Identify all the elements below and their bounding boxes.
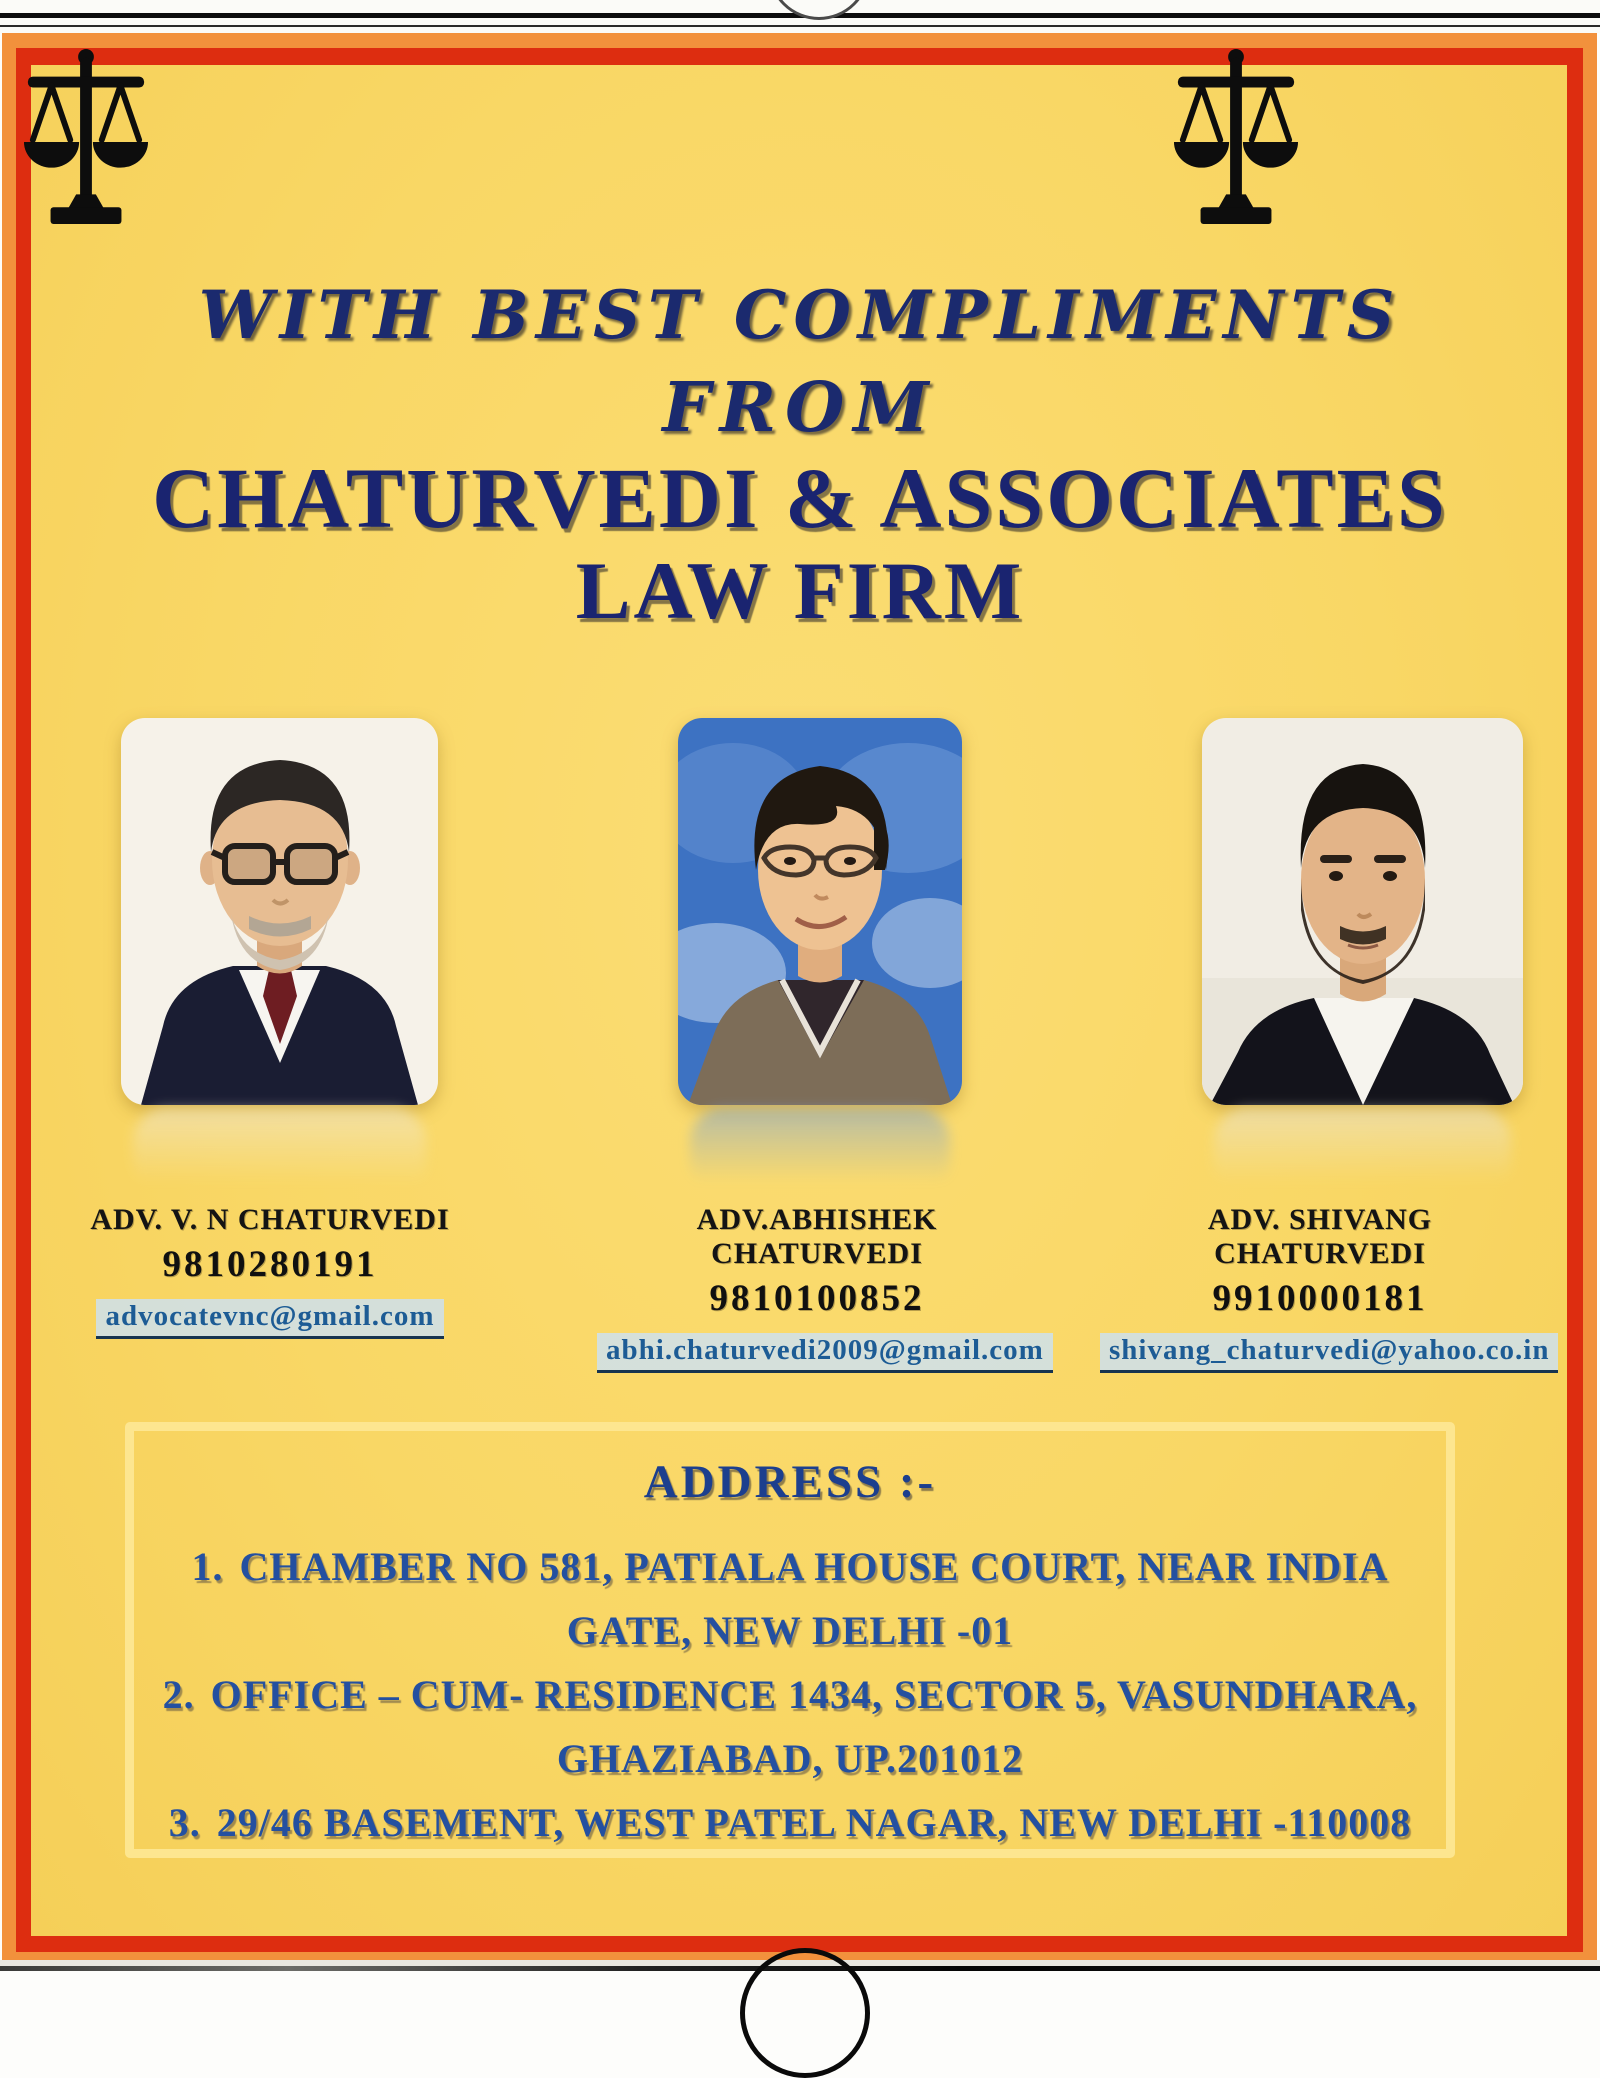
advocate-name: ADV.ABHISHEK CHATURVEDI <box>696 1203 938 1270</box>
advocate-name: ADV. V. N CHATURVEDI <box>90 1203 450 1236</box>
portrait-photo-vn-chaturvedi <box>121 718 438 1105</box>
address-heading: ADDRESS :- <box>643 1456 937 1508</box>
advocate-email-link[interactable]: abhi.chaturvedi2009@gmail.com <box>597 1333 1053 1373</box>
portrait-photo-shivang-chaturvedi <box>1202 718 1523 1105</box>
photo-reflection-right <box>1214 1108 1511 1196</box>
address-item-text: OFFICE – CUM- RESIDENCE 1434, SECTOR 5, VASUNDHARA, GHAZIABAD, UP.201012 <box>210 1672 1418 1781</box>
address-item-2 <box>150 1663 1430 1791</box>
advocate-phone: 9810100852 <box>709 1278 925 1319</box>
address-item-text: 29/46 BASEMENT, WEST PATEL NAGAR, NEW DELHI -110008 <box>216 1800 1412 1845</box>
photo-reflection-left <box>133 1108 426 1196</box>
firm-name: CHATURVEDI & ASSOCIATES <box>152 450 1448 546</box>
address-item-number: 1. <box>191 1544 224 1589</box>
address-item-1 <box>150 1535 1430 1663</box>
advocate-card-shivang-chaturvedi <box>1100 1203 1550 1373</box>
advocate-name: ADV. SHIVANG CHATURVEDI <box>1207 1203 1433 1270</box>
address-item-3 <box>150 1791 1430 1855</box>
advocate-email-link[interactable]: shivang_chaturvedi@yahoo.co.in <box>1100 1333 1558 1373</box>
address-box <box>125 1422 1455 1858</box>
advocate-phone: 9910000181 <box>1212 1278 1428 1319</box>
firm-type: LAW FIRM <box>575 545 1025 636</box>
advocate-phone: 9810280191 <box>162 1244 378 1285</box>
scales-of-justice-icon-left <box>22 48 150 226</box>
photo-reflection-center <box>690 1108 950 1196</box>
address-item-number: 3. <box>168 1800 201 1845</box>
compliments-line-1: WITH BEST COMPLIMENTS <box>198 276 1402 354</box>
advocate-email-link[interactable]: advocatevnc@gmail.com <box>96 1299 443 1339</box>
top-rule-thin <box>0 25 1600 27</box>
address-item-number: 2. <box>162 1672 195 1717</box>
compliments-line-2: FROM <box>662 368 938 448</box>
advocate-card-vn-chaturvedi <box>50 1203 490 1339</box>
scales-of-justice-icon-right <box>1172 48 1300 226</box>
address-item-text: CHAMBER NO 581, PATIALA HOUSE COURT, NEAR INDIA GATE, NEW DELHI -01 <box>239 1544 1389 1653</box>
portrait-photo-abhishek-chaturvedi <box>678 718 962 1105</box>
binder-hole-bottom <box>740 1948 870 2078</box>
address-list <box>150 1535 1430 1855</box>
advocate-card-abhishek-chaturvedi <box>597 1203 1044 1373</box>
